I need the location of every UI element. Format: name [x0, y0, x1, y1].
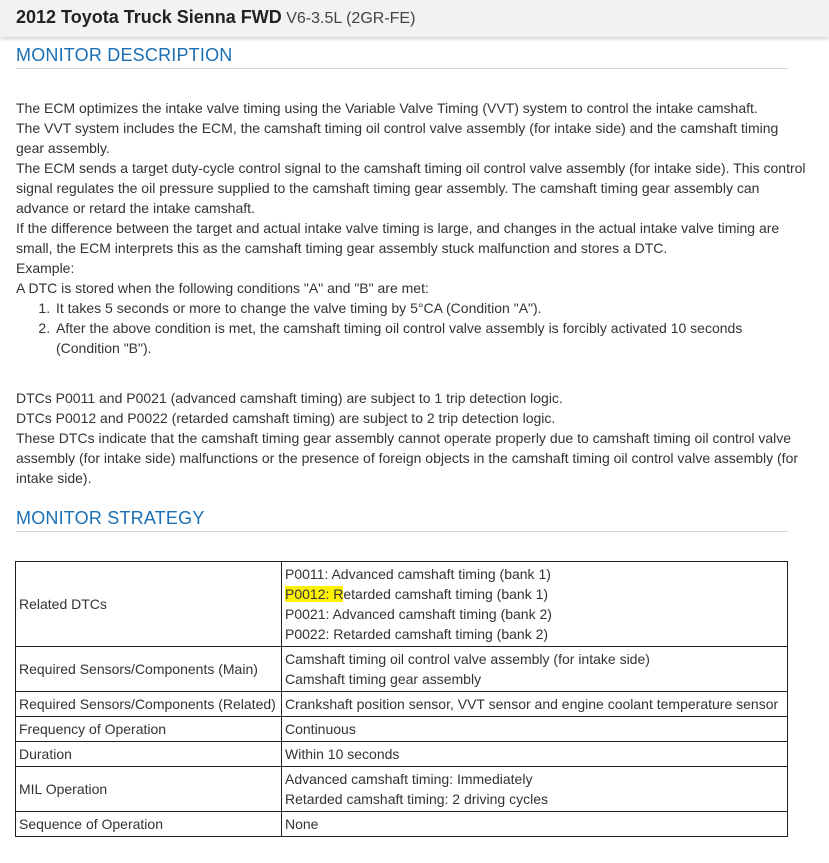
row-label: Duration	[16, 742, 282, 767]
description-paragraph: The VVT system includes the ECM, the camshaft timing oil control valve assembly (for intake side) and the camshaft timing gear assembly.	[16, 120, 779, 156]
table-row	[16, 767, 788, 812]
vehicle-title: 2012 Toyota Truck Sienna FWD	[16, 7, 282, 27]
table-row	[16, 717, 788, 742]
dtc-logic-body	[16, 388, 806, 488]
monitor-strategy-heading: MONITOR STRATEGY	[16, 508, 788, 532]
dtc-line: P0021: Advanced camshaft timing (bank 2)	[285, 606, 552, 622]
dtc-logic-paragraph: These DTCs indicate that the camshaft timing gear assembly cannot operate properly due to camshaft timing oil control valve assembly (for intake side) malfunctions or the presence of foreign objects in the camshaft timing oil control valve assembly (for intake side).	[16, 430, 799, 486]
table-row	[16, 647, 788, 692]
table-row	[16, 562, 788, 647]
dtc-line: P0011: Advanced camshaft timing (bank 1)	[285, 566, 551, 582]
dtc-logic-paragraph: DTCs P0012 and P0022 (retarded camshaft timing) are subject to 2 trip detection logic.	[16, 410, 556, 426]
conditions-list	[16, 298, 806, 358]
condition-item: 2. After the above condition is met, the camshaft timing oil control valve assembly is forcibly activated 10 seconds (Condition "B").	[54, 318, 806, 358]
row-value	[282, 647, 788, 692]
value-line: Camshaft timing oil control valve assembly (for intake side)	[285, 651, 650, 667]
dtc-logic-paragraph: DTCs P0011 and P0021 (advanced camshaft timing) are subject to 1 trip detection logic.	[16, 390, 563, 406]
table-row	[16, 692, 788, 717]
value-line: Continuous	[285, 721, 356, 737]
description-paragraph: If the difference between the target and actual intake valve timing is large, and changes in the actual intake valve timing are small, the ECM interprets this as the camshaft timing gear assembly stuck malfunction and stores a DTC.	[16, 220, 780, 256]
table-row	[16, 812, 788, 837]
engine-code: V6-3.5L (2GR-FE)	[286, 10, 416, 27]
value-line: Crankshaft position sensor, VVT sensor and engine coolant temperature sensor	[285, 696, 779, 712]
value-line: Within 10 seconds	[285, 746, 400, 762]
description-paragraph: The ECM sends a target duty-cycle control signal to the camshaft timing oil control valve assembly (for intake side). This control signal regulates the oil pressure supplied to the camshaft timing gear assembly. The camshaft timing gear assembly can advance or retard the intake camshaft.	[16, 160, 806, 216]
table-row	[16, 742, 788, 767]
row-label: Frequency of Operation	[16, 717, 282, 742]
monitor-description-body	[16, 98, 806, 358]
page-header	[0, 0, 829, 37]
row-value	[282, 767, 788, 812]
description-paragraph: The ECM optimizes the intake valve timing using the Variable Valve Timing (VVT) system to control the intake camshaft.	[16, 100, 758, 116]
dtc-line-highlighted	[285, 584, 784, 604]
description-paragraph: A DTC is stored when the following conditions "A" and "B" are met:	[16, 280, 429, 296]
row-value	[282, 812, 788, 837]
description-paragraph: Example:	[16, 260, 75, 276]
value-line: None	[285, 816, 319, 832]
row-label: Required Sensors/Components (Main)	[16, 647, 282, 692]
dtc-line: P0022: Retarded camshaft timing (bank 2)	[285, 626, 549, 642]
condition-item: 1. It takes 5 seconds or more to change the valve timing by 5°CA (Condition "A").	[54, 298, 806, 318]
row-label: Sequence of Operation	[16, 812, 282, 837]
value-line: Advanced camshaft timing: Immediately	[285, 771, 533, 787]
row-value	[282, 717, 788, 742]
row-value	[282, 692, 788, 717]
monitor-description-heading: MONITOR DESCRIPTION	[16, 45, 788, 69]
row-label: Required Sensors/Components (Related)	[16, 692, 282, 717]
row-value	[282, 742, 788, 767]
row-value	[282, 562, 788, 647]
highlighted-dtc-code: P0012: R	[285, 586, 344, 602]
dtc-line-rest: etarded camshaft timing (bank 1)	[343, 586, 549, 602]
row-label: MIL Operation	[16, 767, 282, 812]
value-line: Camshaft timing gear assembly	[285, 671, 482, 687]
row-label: Related DTCs	[16, 562, 282, 647]
value-line: Retarded camshaft timing: 2 driving cycles	[285, 791, 548, 807]
monitor-strategy-table	[15, 561, 788, 837]
